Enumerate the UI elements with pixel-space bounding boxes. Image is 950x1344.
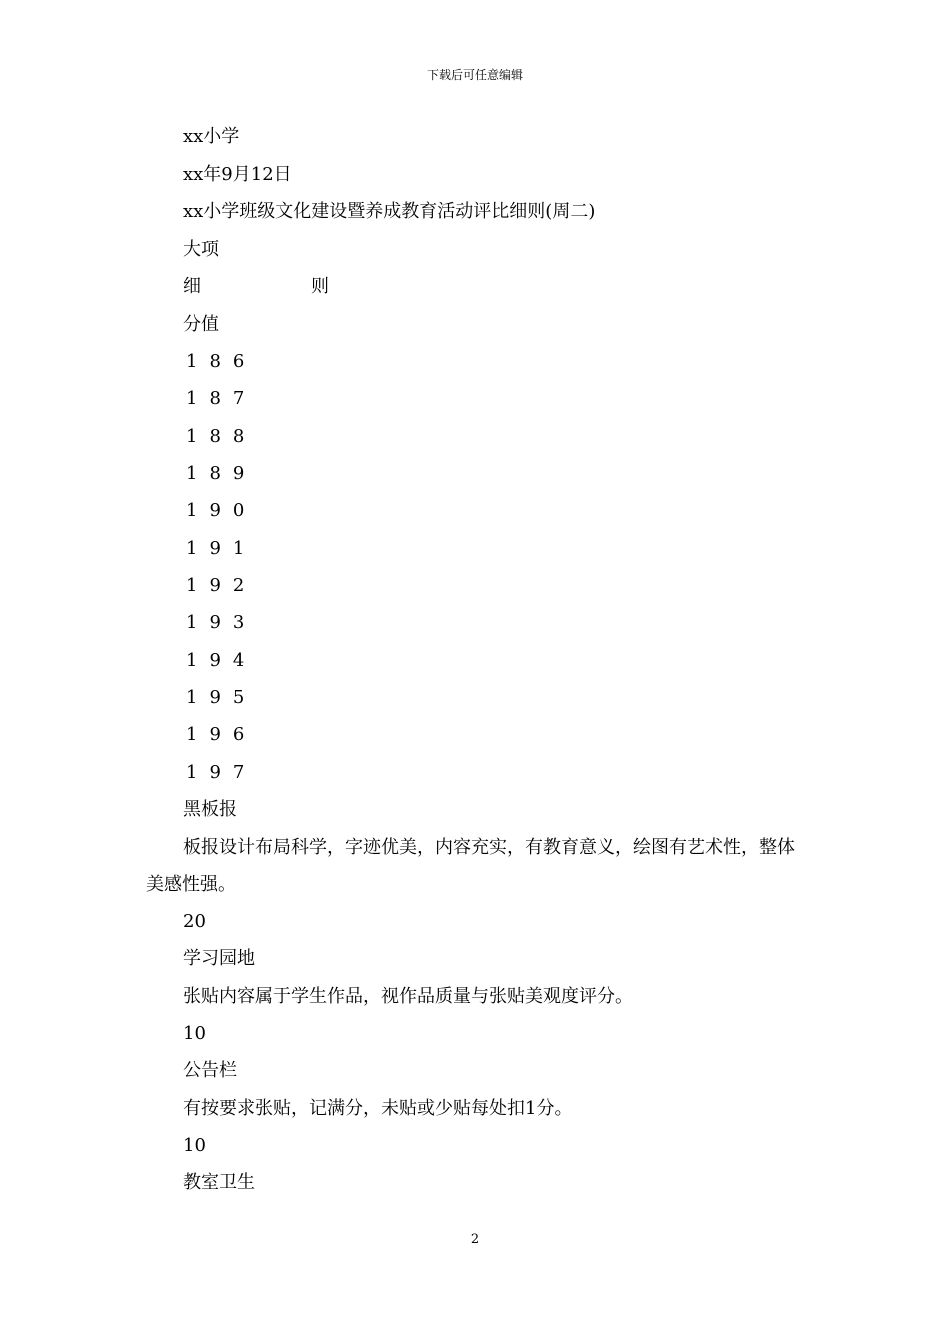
item-blackboard-description: 板报设计布局科学，字迹优美，内容充实，有教育意义，绘图有艺术性，整体美感性强。 — [146, 837, 795, 895]
row-number: 193 — [186, 612, 257, 633]
page-header: 下载后可任意编辑 — [426, 68, 523, 82]
item-bulletin-title: 公告栏 — [183, 1060, 237, 1081]
item-study-corner-title: 学习园地 — [183, 948, 255, 969]
item-study-corner-description: 张贴内容属于学生作品，视作品质量与张贴美观度评分。 — [183, 986, 633, 1007]
item-bulletin-description: 有按要求张贴，记满分，未贴或少贴每处扣1分。 — [183, 1098, 573, 1119]
column-header-category: 大项 — [183, 239, 219, 260]
row-number: 186 — [186, 351, 257, 372]
rules-char-1: 细 — [183, 276, 201, 297]
page-number: 2 — [470, 1232, 480, 1247]
row-number: 187 — [186, 388, 257, 409]
column-header-rules — [183, 274, 329, 300]
item-blackboard-title: 黑板报 — [183, 799, 237, 820]
document-title: xx小学班级文化建设暨养成教育活动评比细则(周二) — [183, 201, 596, 222]
date-line: xx年9月12日 — [183, 164, 292, 185]
row-number: 189 — [186, 463, 257, 484]
row-number: 194 — [186, 650, 257, 671]
item-classroom-hygiene-title: 教室卫生 — [183, 1172, 255, 1193]
item-study-corner-score: 10 — [183, 1023, 206, 1044]
row-number: 197 — [186, 762, 257, 783]
item-bulletin-score: 10 — [183, 1135, 206, 1156]
item-blackboard-score: 20 — [183, 911, 206, 932]
row-number: 191 — [186, 538, 257, 559]
row-number: 188 — [186, 426, 257, 447]
row-number: 190 — [186, 500, 257, 521]
row-number: 192 — [186, 575, 257, 596]
rules-char-2: 则 — [311, 276, 329, 297]
row-number: 195 — [186, 687, 257, 708]
column-header-score: 分值 — [183, 314, 219, 335]
row-number: 196 — [186, 724, 257, 745]
school-name: xx小学 — [183, 126, 240, 147]
